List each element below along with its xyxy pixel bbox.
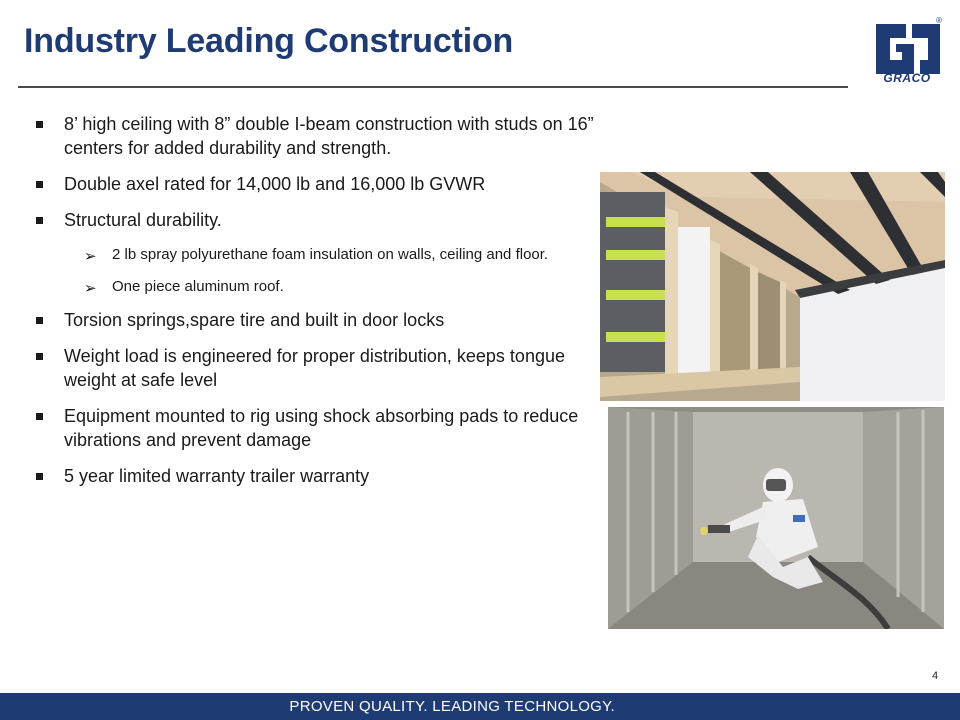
ceiling-construction-photo [600,172,945,401]
bullet-item [34,404,594,452]
footer-tagline: PROVEN QUALITY. LEADING TECHNOLOGY. [289,698,615,715]
bullet-text: 8’ high ceiling with 8” double I-beam construction with studs on 16” centers for added durability and strength. [64,114,594,158]
arrow-bullet-icon: ➢ [84,248,97,265]
bullet-text: Double axel rated for 14,000 lb and 16,000 lb GVWR [64,174,486,194]
registered-mark: ® [936,16,942,25]
bullet-text: Weight load is engineered for proper distribution, keeps tongue weight at safe level [64,346,565,390]
bullet-text: Equipment mounted to rig using shock absorbing pads to reduce vibrations and prevent damage [64,406,579,450]
sub-bullet-item [34,276,594,298]
bullet-item [34,344,594,392]
sub-bullet-text: 2 lb spray polyurethane foam insulation on walls, ceiling and floor. [112,246,549,263]
bullet-text: 5 year limited warranty trailer warranty [64,466,370,486]
bullet-item [34,172,594,196]
square-bullet-icon [36,181,43,188]
sub-bullet-item [34,244,594,266]
title-divider [18,86,848,88]
bullet-item [34,308,594,332]
arrow-bullet-icon: ➢ [84,280,97,297]
sub-bullet-text: One piece aluminum roof. [112,278,284,295]
bullet-item [34,112,594,160]
page-number: 4 [932,670,939,682]
square-bullet-icon [36,217,43,224]
bullet-text: Structural durability. [64,210,222,230]
square-bullet-icon [36,413,43,420]
footer-band [0,693,960,720]
slide-title: Industry Leading Construction [24,22,514,60]
spray-foam-worker-photo [608,407,944,629]
bullet-list [34,112,594,500]
square-bullet-icon [36,317,43,324]
bullet-item [34,464,594,488]
square-bullet-icon [36,473,43,480]
logo-wordmark: GRACO [883,71,931,85]
bullet-text: Torsion springs,spare tire and built in door locks [64,310,445,330]
bullet-item [34,208,594,232]
square-bullet-icon [36,353,43,360]
square-bullet-icon [36,121,43,128]
